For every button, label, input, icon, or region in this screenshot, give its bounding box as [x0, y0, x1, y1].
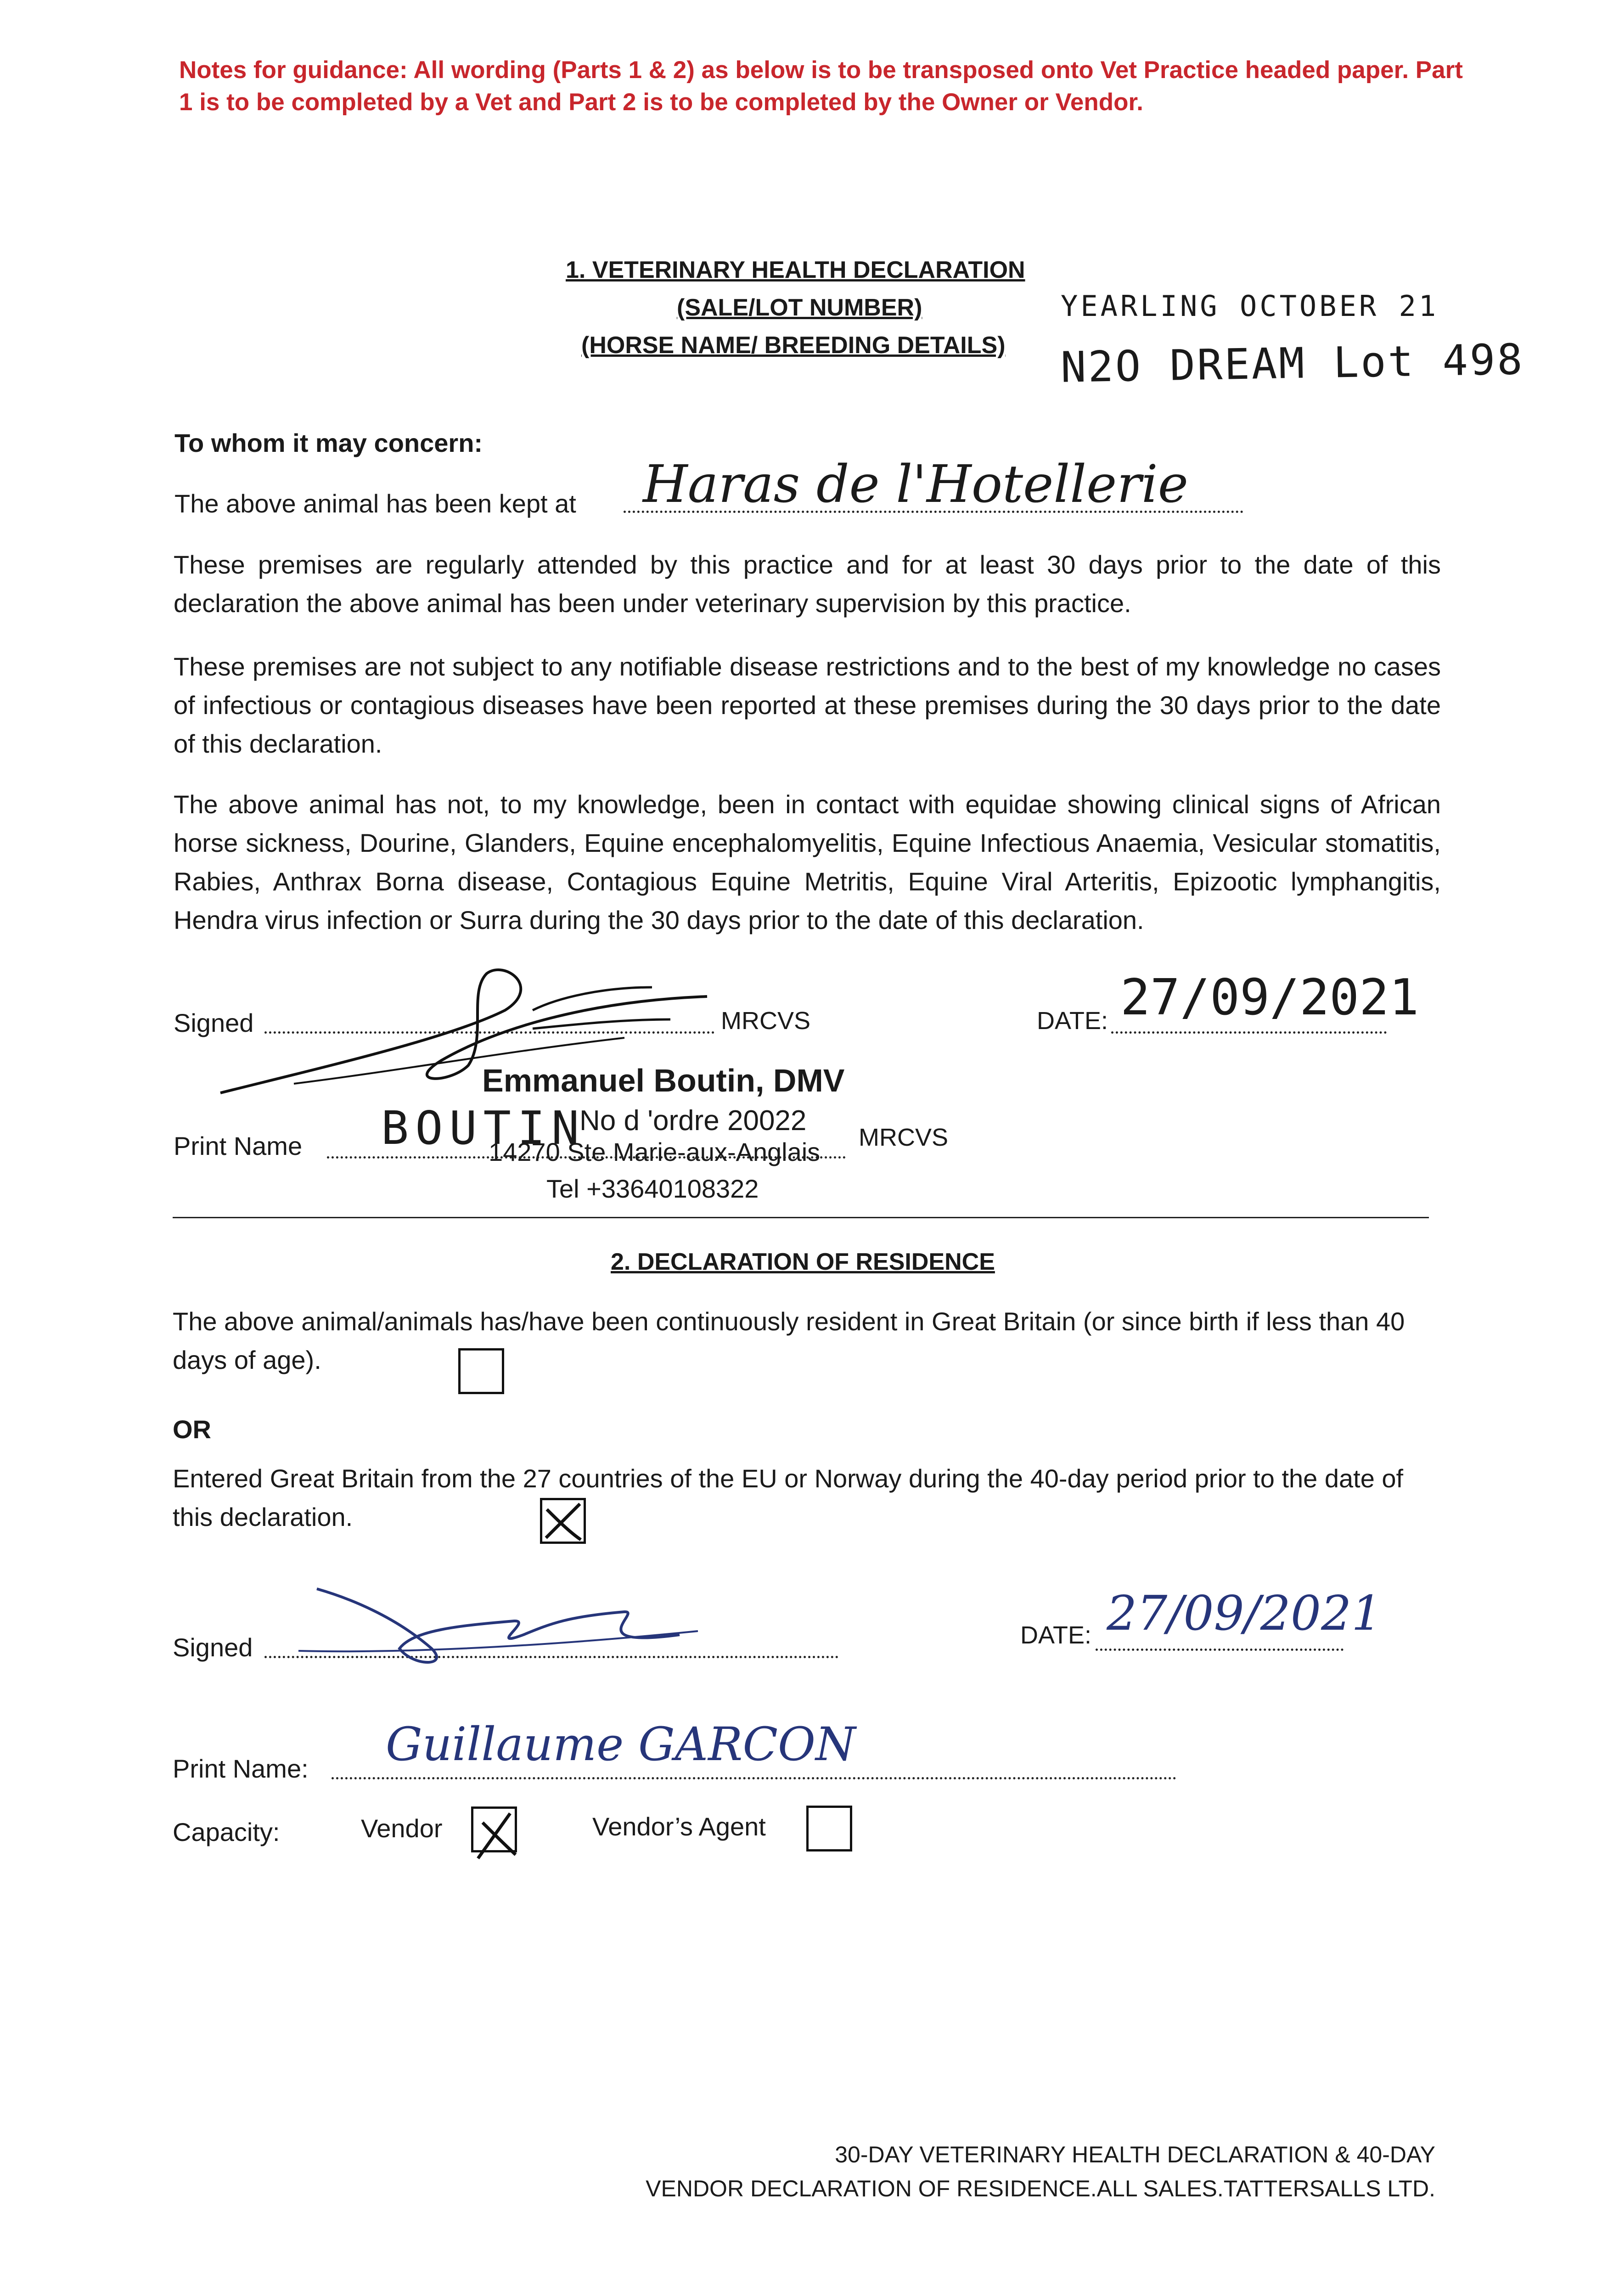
vendor-checkbox[interactable] — [471, 1806, 517, 1852]
vet-date-value: 27/09/2021 — [1120, 969, 1419, 1026]
owner-print-name-label: Print Name: — [173, 1754, 309, 1783]
or-separator: OR — [173, 1415, 211, 1444]
residence-option-1-checkbox[interactable] — [458, 1348, 504, 1394]
horse-name-label: (HORSE NAME/ BREEDING DETAILS) — [581, 332, 1006, 359]
residence-option-1: The above animal/animals has/have been continuously resident in Great Britain (or since birth if less than 40 days of age). — [173, 1307, 1405, 1374]
vet-print-name-line — [327, 1156, 846, 1159]
owner-date-value: 27/09/2021 — [1107, 1585, 1382, 1641]
sale-lot-label: (SALE/LOT NUMBER) — [677, 294, 922, 321]
part1-title: 1. VETERINARY HEALTH DECLARATION — [566, 257, 1025, 283]
owner-signature — [294, 1580, 707, 1671]
residence-option-2-checkbox[interactable] — [540, 1498, 586, 1544]
vendors-agent-label: Vendor’s Agent — [592, 1812, 766, 1841]
handwritten-horse: N2O DREAM Lot 498 — [1060, 335, 1525, 392]
owner-signed-label: Signed — [173, 1633, 253, 1662]
vendors-agent-checkbox[interactable] — [806, 1806, 852, 1851]
footer-line-1: 30-DAY VETERINARY HEALTH DECLARATION & 40-DAY — [835, 2142, 1435, 2167]
vet-date-label: DATE: — [1037, 1007, 1108, 1035]
section-divider — [173, 1217, 1429, 1218]
vendor-label: Vendor — [361, 1814, 443, 1843]
vet-signed-label: Signed — [174, 1008, 254, 1037]
footer-line-2: VENDOR DECLARATION OF RESIDENCE.ALL SALES.TATTERSALLS LTD. — [646, 2176, 1435, 2201]
kept-at-value: Haras de l'Hotellerie — [643, 455, 1188, 514]
paragraph-contact-diseases: The above animal has not, to my knowledge, been in contact with equidae showing clinical signs of African horse sickness, Dourine, Glanders, Equine encephalomyelitis, Equine Infectious Anaemia, Vesicular stomatitis, Rabies, Anthrax Borna disease, Contagious Equine Metritis, Equine Viral Arteritis, Epizootic lymphangitis, Hendra virus infection or Surra during the 30 days prior to the date of this declaration. — [174, 790, 1441, 934]
stamp-order-number: No d 'ordre 20022 — [579, 1105, 807, 1137]
handwritten-sale: YEARLING OCTOBER 21 — [1061, 289, 1439, 323]
paragraph-supervision: These premises are regularly attended by this practice and for at least 30 days prior to the date of this declaration the above animal has been under veterinary supervision by this practice. — [174, 550, 1441, 618]
capacity-label: Capacity: — [173, 1818, 280, 1846]
footer — [646, 2138, 1435, 2206]
vet-mrcvs-label: MRCVS — [721, 1007, 811, 1035]
owner-date-label: DATE: — [1020, 1621, 1092, 1649]
residence-option-2: Entered Great Britain from the 27 countries of the EU or Norway during the 40-day period prior to the date of this declaration. — [173, 1464, 1404, 1531]
stamp-address: 14270 Ste Marie-aux-Anglais — [489, 1137, 821, 1166]
checkbox-check-mark-icon — [473, 1804, 524, 1864]
checkbox-check-mark-icon — [542, 1500, 584, 1542]
guidance-note: Notes for guidance: All wording (Parts 1 & 2) as below is to be transposed onto Vet Practice headed paper. Part 1 is to be completed by a Vet and Part 2 is to be completed by the Owner or Vendor. — [179, 56, 1463, 116]
vet-print-name-value: BOUTIN — [381, 1101, 586, 1155]
owner-print-name-line — [332, 1777, 1176, 1779]
kept-at-label: The above animal has been kept at — [174, 489, 576, 518]
paragraph-no-disease: These premises are not subject to any notifiable disease restrictions and to the best of my knowledge no cases of infectious or contagious diseases have been reported at these premises during the 30 days prior to the date of this declaration. — [174, 652, 1441, 758]
owner-print-name-value: Guillaume GARCON — [386, 1717, 856, 1771]
salutation: To whom it may concern: — [174, 428, 483, 457]
stamp-name: Emmanuel Boutin, DMV — [482, 1063, 845, 1098]
vet-print-mrcvs-label: MRCVS — [859, 1124, 949, 1151]
owner-date-line — [1096, 1649, 1344, 1651]
vet-date-line — [1111, 1031, 1387, 1034]
vet-print-name-label: Print Name — [174, 1131, 303, 1160]
stamp-telephone: Tel +33640108322 — [546, 1174, 759, 1203]
part2-title: 2. DECLARATION OF RESIDENCE — [611, 1249, 995, 1275]
